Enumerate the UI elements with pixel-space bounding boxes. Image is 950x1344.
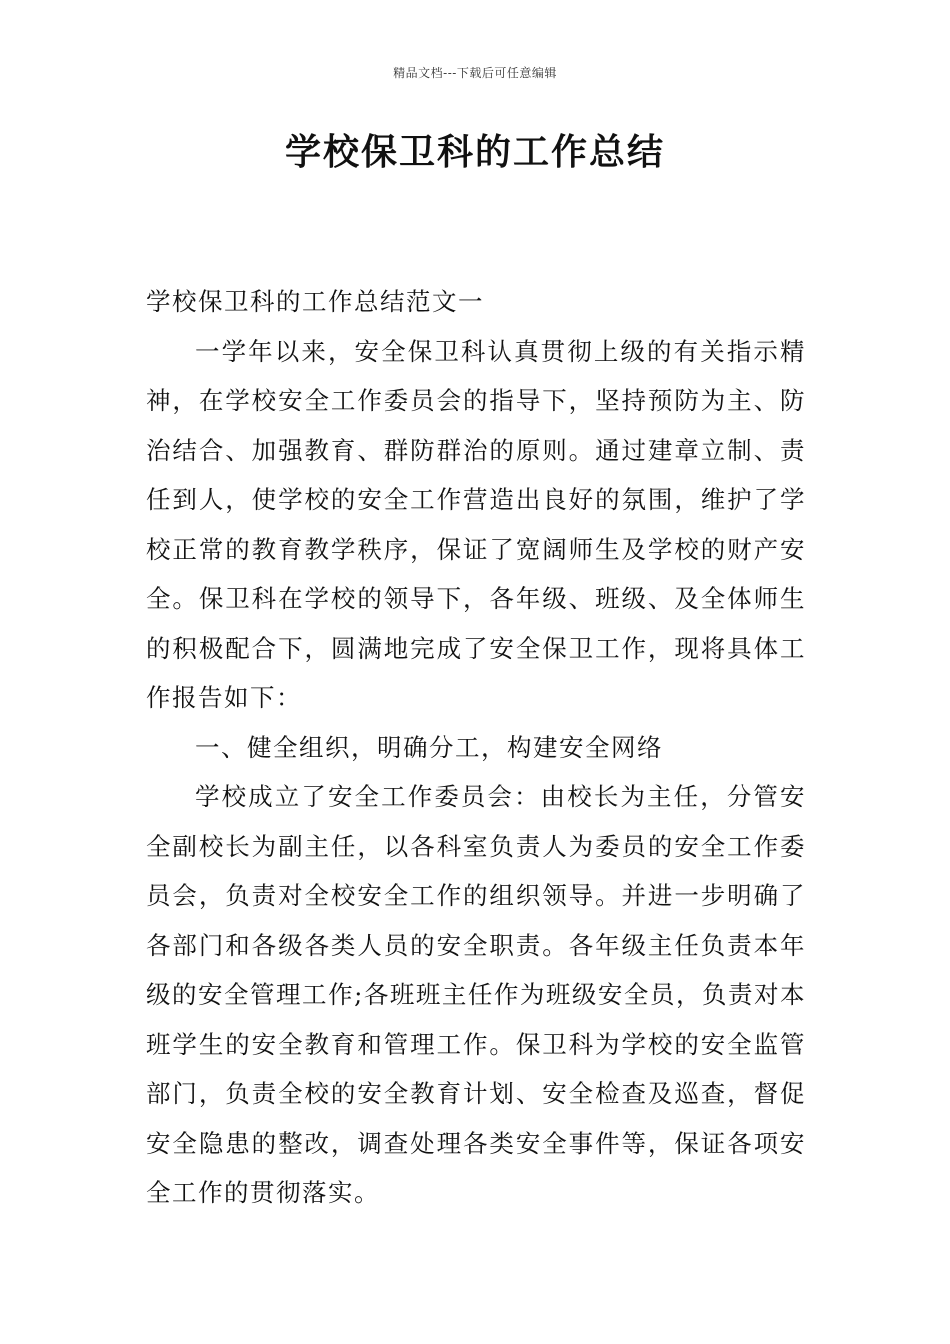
document-title: 学校保卫科的工作总结 [284,132,665,173]
header-note: 精品文档---下载后可任意编辑 [393,66,557,80]
paragraph-intro: 一学年以来，安全保卫科认真贯彻上级的有关指示精神，在学校安全工作委员会的指导下，坚持预防为主、防治结合、加强教育、群防群治的原则。通过建章立制、责任到人，使学校的安全工作营造出良好的氛围，维护了学校正常的教育教学秩序，保证了宽阔师生及学校的财产安全。保卫科在学校的领导下，各年级、班级、及全体师生的积极配合下，圆满地完成了安全保卫工作，现将具体工作报告如下： [146,336,806,712]
subheading-organization: 一、健全组织，明确分工，构建安全网络 [195,732,663,762]
section-label: 学校保卫科的工作总结范文一 [146,287,484,316]
paragraph-organization: 学校成立了安全工作委员会：由校长为主任，分管安全副校长为副主任，以各科室负责人为委员的安全工作委员会，负责对全校安全工作的组织领导。并进一步明确了各部门和各级各类人员的安全职责。各年级主任负责本年级的安全管理工作;各班班主任作为班级安全员，负责对本班学生的安全教育和管理工作。保卫科为学校的安全监管部门，负责全校的安全教育计划、安全检查及巡查，督促安全隐患的整改，调查处理各类安全事件等，保证各项安全工作的贯彻落实。 [146,782,806,1207]
document-body [146,277,806,1218]
